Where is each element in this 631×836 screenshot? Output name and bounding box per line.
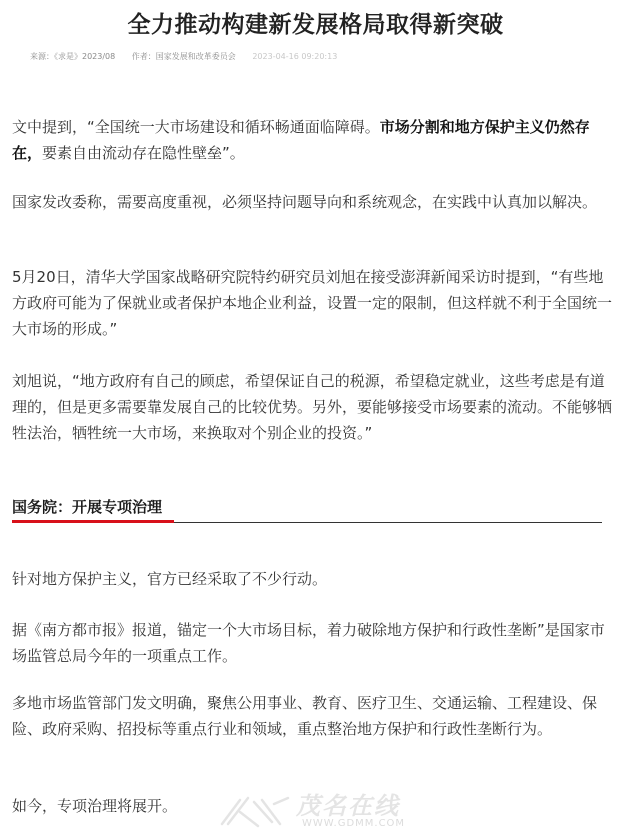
article-time: 2023-04-16 09:20:13 [252,52,338,61]
paragraph-3: 5月20日，清华大学国家战略研究院特约研究员刘旭在接受澎湃新闻采访时提到，“有些地方政府可能为了保就业或者保护本地企业利益，设置一定的限制，但这样就不利于全国统一大市场的形成。” [12,268,613,338]
paragraph-1-bold: 市场分割和地方保护主义仍然存在， [12,118,590,162]
section-accent-bar [12,520,174,523]
paragraph-5: 针对地方保护主义，官方已经采取了不少行动。 [12,570,328,588]
paragraph-6: 据《南方都市报》报道，锚定一个大市场目标，着力破除地方保护和行政性垄断”是国家市场监管总局今年的一项重点工作。 [12,621,605,665]
article-meta [30,52,351,62]
site-watermark [214,790,424,834]
article-header [0,0,631,70]
article-source: 来源：《求是》2023/08 [30,52,116,61]
section-heading [12,492,602,524]
watermark-logo-icon [214,792,294,832]
paragraph-7: 多地市场监管部门发文明确，聚焦公用事业、教育、医疗卫生、交通运输、工程建设、保险、政府采购、招投标等重点行业和领域，重点整治地方保护和行政性垄断行为。 [12,694,598,738]
article-author: 作者：国家发展和改革委员会 [131,52,236,61]
paragraph-1-text: 文中提到，“全国统一大市场建设和循环畅通面临障碍。 [12,118,380,136]
section-title: 国务院：开展专项治理 [12,498,163,516]
article-title: 全力推动构建新发展格局取得新突破 [127,12,504,38]
paragraph-1-text-end: 要素自由流动存在隐性壁垒”。 [42,144,245,162]
paragraph-8: 如今，专项治理将展开。 [12,797,178,815]
watermark-url: WWW.GDMM.COM [302,818,406,829]
watermark-brand: 茂名在线 [296,792,400,820]
paragraph-1 [12,114,612,166]
paragraph-2: 国家发改委称，需要高度重视，必须坚持问题导向和系统观念，在实践中认真加以解决。 [12,193,598,211]
paragraph-4: 刘旭说，“地方政府有自己的顾虑，希望保证自己的税源，希望稳定就业，这些考虑是有道理的，但是更多需要靠发展自己的比较优势。另外，要能够接受市场要素的流动。不能够牺牲法治，牺牲统一大市场，来换取对个别企业的投资。” [12,372,613,442]
